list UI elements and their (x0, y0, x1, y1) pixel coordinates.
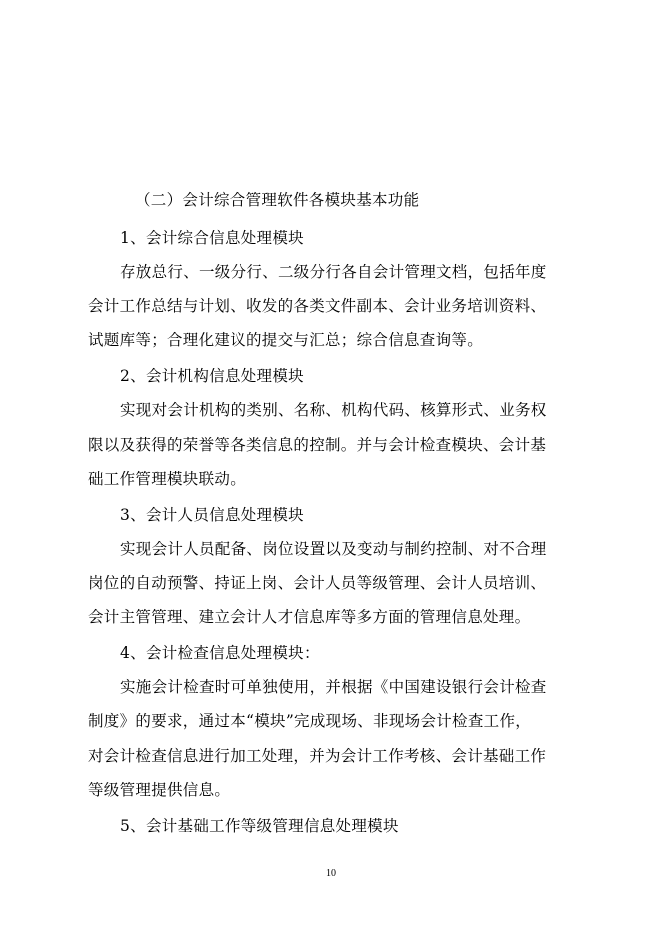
module-5-heading: 5、会计基础工作等级管理信息处理模块 (120, 817, 399, 835)
module-3-heading: 3、会计人员信息处理模块 (120, 506, 304, 524)
module-2-heading: 2、会计机构信息处理模块 (120, 367, 304, 385)
module-2-line-3: 础工作管理模块联动。 (88, 470, 247, 488)
module-4-line-4: 等级管理提供信息。 (88, 781, 231, 799)
module-1-heading: 1、会计综合信息处理模块 (120, 229, 304, 247)
module-3-line-2: 岗位的自动预警、持证上岗、会计人员等级管理、会计人员培训、 (88, 574, 547, 592)
module-1-line-1: 存放总行、一级分行、二级分行各自会计管理文档，包括年度 (120, 263, 547, 281)
module-2-line-1: 实现对会计机构的类别、名称、机构代码、核算形式、业务权 (120, 401, 547, 419)
module-4-line-3: 对会计检查信息进行加工处理，并为会计工作考核、会计基础工作 (88, 747, 547, 765)
page-number: 10 (326, 868, 336, 879)
section-heading: （二）会计综合管理软件各模块基本功能 (135, 191, 420, 209)
module-1-line-3: 试题库等；合理化建议的提交与汇总；综合信息查询等。 (88, 331, 484, 349)
module-1-line-2: 会计工作总结与计划、收发的各类文件副本、会计业务培训资料、 (88, 297, 547, 315)
module-3-line-3: 会计主管管理、建立会计人才信息库等多方面的管理信息处理。 (88, 608, 531, 626)
module-3-line-1: 实现会计人员配备、岗位设置以及变动与制约控制、对不合理 (120, 540, 547, 558)
module-4-heading: 4、会计检查信息处理模块： (120, 644, 320, 662)
module-2-line-2: 限以及获得的荣誉等各类信息的控制。并与会计检查模块、会计基 (88, 436, 547, 454)
module-4-line-2: 制度》的要求，通过本“模块”完成现场、非现场会计检查工作， (88, 712, 532, 730)
module-4-line-1: 实施会计检查时可单独使用，并根据《中国建设银行会计检查 (120, 678, 547, 696)
